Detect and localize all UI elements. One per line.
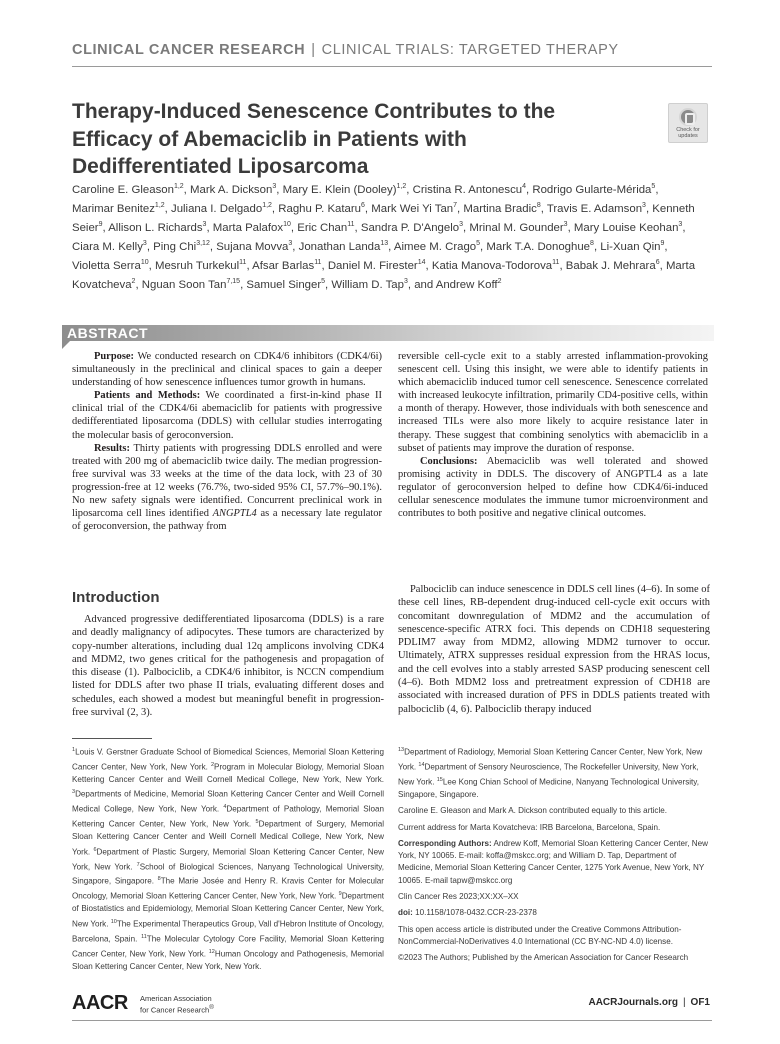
affiliation-marker: 4: [223, 804, 227, 811]
author-separator: ,: [290, 221, 298, 234]
intro-paragraph-2: Palbociclib can induce senescence in DDLS cell lines (4–6). In some of these cell lines, RB-dependent drug-induced cell-cycle exit occurs with concomitant downregulation of MDM2 and the accumulation of senescence-specific ATRX foci. This depends on CDH18 sequestering PDLIM7 away from MDM2, allowing MDM2 turnover to occur. Ultimately, ATRX suppresses residual expression from the HRAS locus, and the cell evolves into a stably arrested SASP producing senescent cell (4–6). Both MDM2 loss and pretreatment expression of CDH18 are associated with increased duration of PFS in DDLS patients treated with palbociclib (4, 6). Palbociclib therapy induced: [398, 584, 710, 715]
author-name: Li-Xuan Qin: [600, 240, 661, 253]
author-name: Mary Louise Keohan: [573, 221, 679, 234]
author-name: Babak J. Mehrara: [565, 259, 656, 272]
author-affiliation: 1,2: [262, 202, 272, 209]
affiliation-text: Department of Biostatistics and Epidemiology, Memorial Sloan Kettering Cancer Center, New York, New York.: [72, 892, 384, 929]
author-name: Jonathan Landa: [298, 240, 381, 253]
author-name: Violetta Serra: [72, 259, 141, 272]
abstract-band: [62, 325, 714, 341]
abstract-purpose: [72, 350, 382, 389]
badge-line2: updates: [678, 133, 698, 139]
abstract-corner: [62, 341, 70, 349]
aacr-logo[interactable]: AACR: [72, 992, 128, 1014]
aff-15-marker: 15: [436, 776, 443, 783]
author-separator: ,: [246, 259, 253, 272]
affiliation-marker: 6: [93, 846, 97, 853]
affiliation-text: Department of Pathology, Memorial Sloan Kettering Cancer Center, New York, New York.: [72, 804, 384, 829]
author-affiliation: 3: [288, 240, 293, 247]
author-affiliation: 10: [140, 259, 149, 266]
author-affiliation: 1,2: [173, 183, 184, 190]
author-affiliation: 13: [380, 240, 389, 247]
author-name: Aimee M. Crago: [393, 240, 477, 253]
author-name: Juliana I. Delgado: [171, 202, 263, 215]
affiliations-continued: [398, 744, 710, 801]
author-separator: ,: [354, 221, 361, 234]
aff-13-marker: 13: [398, 747, 405, 753]
citation: Clin Cancer Res 2023;XX:XX–XX: [398, 892, 519, 902]
author-separator: ,: [206, 221, 213, 234]
author-separator: ,: [682, 221, 686, 234]
abstract-left-column: [72, 350, 382, 533]
header-separator: |: [311, 42, 316, 58]
purpose-text: We conducted research on CDK4/6 inhibitors (CDK4/6i) simultaneously in the preclinical and clinical spaces to gain a deeper understanding of how senescence influences tumor growth in humans.: [72, 351, 382, 389]
author-name: Rodrigo Gularte-Mérida: [532, 183, 652, 196]
author-name: Kenneth Seier: [72, 202, 695, 234]
doi: [398, 907, 710, 919]
affiliation-marker: 7: [136, 861, 140, 868]
results-text-a: Thirty patients with progressing DDLS enrolled and were treated with 200 mg of abemaciclib twice daily. The median progression-free survival was 33 weeks at the time of the data lock, with 23 of 30 progression-free at 12 weeks (76.7%, two-sided 95% CI, 57.7%–90.1%). No new safety signals were identified. Concurrent preclinical work in liposarcoma cell lines identified: [72, 442, 382, 520]
affiliation-text: Department of Surgery, Memorial Sloan Kettering Cancer Center and Weill Cornell Medical College, New York, New York.: [72, 819, 384, 857]
journal-header: [72, 42, 712, 64]
author-name: Mark A. Dickson: [190, 183, 273, 196]
check-for-updates-badge[interactable]: [668, 103, 708, 143]
results-text-b: as a necessary late regulator of geroconversion, the pathway from: [72, 508, 382, 533]
author-name: Mrinal M. Gounder: [469, 221, 564, 234]
footnote-rule: [72, 738, 152, 739]
author-separator: ,: [457, 202, 464, 215]
affiliation-marker: 1: [72, 747, 76, 753]
page-number: OF1: [690, 997, 710, 1008]
results-heading: Results:: [94, 442, 130, 454]
author-separator: ,: [567, 221, 574, 234]
author-separator: ,: [240, 278, 247, 291]
author-affiliation: 2: [497, 278, 502, 285]
affiliation-text: Human Oncology and Pathogenesis, Memorial Sloan Kettering Cancer Center, New York, New York.: [72, 949, 384, 971]
current-address-note: Current address for Marta Kovatcheva: IRB Barcelona, Barcelona, Spain.: [398, 822, 661, 832]
author-affiliation: 7: [453, 202, 458, 209]
affiliation-marker: 9: [338, 891, 342, 898]
author-affiliation: 9: [660, 240, 665, 247]
affiliations-left: [72, 744, 384, 973]
author-separator: ,: [276, 183, 283, 196]
abstract-results: [72, 442, 382, 534]
affiliation-marker: 11: [141, 933, 147, 940]
author-affiliation: 2: [131, 278, 136, 285]
aff-15: Lee Kong Chian School of Medicine, Nanyang Technological University, Singapore, Singapore.: [398, 777, 699, 799]
results-gene: ANGPTL4: [212, 508, 257, 520]
author-affiliation: 3: [272, 183, 277, 190]
author-name: Sujana Movva: [216, 240, 289, 253]
author-separator: ,: [183, 183, 191, 196]
logo-line1: American Association: [140, 994, 212, 1003]
author-separator: ,: [425, 259, 432, 272]
author-affiliation: 3: [142, 240, 147, 247]
author-affiliation: 3,12: [196, 240, 210, 247]
author-name: Mark Wei Yi Tan: [371, 202, 454, 215]
author-affiliation: 8: [590, 240, 594, 247]
affiliation-text: School of Biological Sciences, Nanyang Technological University, Singapore, Singapore.: [72, 862, 384, 887]
corresponding-authors: [398, 838, 710, 887]
author-separator: ,: [321, 259, 328, 272]
author-separator: ,: [164, 202, 171, 215]
affiliation-text: Departments of Medicine, Memorial Sloan Kettering Cancer Center and Weill Cornell Medical College, New York, New York.: [72, 789, 384, 814]
author-affiliation: 3: [563, 221, 568, 228]
aff-14: Department of Sensory Neuroscience, The Rockefeller University, New York, New York.: [398, 762, 699, 787]
author-separator: ,: [364, 202, 372, 215]
intro-paragraph-1: Advanced progressive dedifferentiated liposarcoma (DDLS) is a rare and deadly malignancy of adipocytes. These tumors are characterized by copy-number alterations, including dual 12q amplicons involving CDK4 and MDM2, two genes critical for the pathogenesis and propagation of this disease (1). Palbociclib, a CDK4/6 inhibitor, is NCCN compendium listed for DDLS after two phase II trials, evaluating different doses and schedules, each showed a modest but meaningful benefit in progression-free survival (2, 3).: [72, 614, 384, 719]
author-name: Martina Bradic: [463, 202, 537, 215]
aacr-logo-subtitle: [140, 994, 214, 1015]
aff-13: Department of Radiology, Memorial Sloan Kettering Cancer Center, New York, New York.: [398, 747, 703, 772]
author-separator: ,: [406, 183, 413, 196]
author-name: Samuel Singer: [246, 278, 322, 291]
footer-rule: [72, 1020, 712, 1021]
doi-label: doi:: [398, 908, 413, 918]
author-affiliation: 6: [655, 259, 660, 266]
affiliation-text: The Molecular Cytology Core Facility, Memorial Sloan Kettering Cancer Center, New York, New York.: [72, 934, 384, 959]
author-affiliation: 1,2: [396, 183, 407, 190]
author-affiliation: 11: [347, 221, 355, 228]
author-separator: ,: [148, 259, 155, 272]
affiliation-text: Program in Molecular Biology, Memorial Sloan Kettering Cancer Center and Weill Cornell Medical College, New York, New York.: [72, 762, 384, 784]
intro-left-column: [72, 613, 384, 719]
aff-14-marker: 14: [418, 761, 425, 768]
corresponding-heading: Corresponding Authors:: [398, 838, 492, 848]
author-separator: ,: [540, 202, 547, 215]
corresponding-text: Andrew Koff, Memorial Sloan Kettering Cancer Center, New York, NY 10065. E-mail: koffa@mskcc.org; and William D. Tap, Department of Medicine, Memorial Sloan Kettering Cancer Center, 1275 York Avenue, New York, NY 10065. E-mail tapw@mskcc.org: [398, 838, 708, 885]
affiliation-marker: 10: [110, 918, 117, 925]
doi-value[interactable]: 10.1158/1078-0432.CCR-23-2378: [412, 908, 537, 918]
footer-separator: |: [682, 997, 686, 1008]
author-affiliation: 4: [522, 183, 527, 190]
equal-contribution-note: Caroline E. Gleason and Mark A. Dickson contributed equally to this article.: [398, 806, 668, 816]
author-separator: ,: [645, 202, 653, 215]
methods-text: We coordinated a first-in-kind phase II clinical trial of the CDK4/6i abemaciclib for patients with progressive dedifferentiated liposarcoma (DDLS) with cellular studies interrogating the molecular basis of geroconversion.: [72, 390, 382, 441]
author-separator: ,: [559, 259, 566, 272]
logo-trademark: ®: [209, 1004, 214, 1011]
author-affiliation: 3: [642, 202, 646, 209]
author-name: Caroline E. Gleason: [72, 183, 174, 196]
author-name: Mary E. Klein (Dooley): [282, 183, 397, 196]
author-name: Katia Manova-Todorova: [431, 259, 553, 272]
abstract-right-column: [398, 350, 708, 520]
journal-name: CLINICAL CANCER RESEARCH: [72, 42, 306, 58]
affiliation-marker: 12: [208, 948, 215, 955]
author-name: Eric Chan: [297, 221, 348, 234]
author-separator: , and: [407, 278, 436, 291]
intro-right-column: [398, 583, 710, 716]
affiliation-marker: 3: [72, 789, 76, 796]
footer-right: [588, 997, 710, 1008]
author-separator: ,: [463, 221, 470, 234]
author-separator: ,: [102, 221, 109, 234]
author-affiliation: 14: [417, 259, 426, 266]
author-affiliation: 3: [202, 221, 207, 228]
author-separator: ,: [209, 240, 217, 253]
author-name: Sandra P. D'Angelo: [360, 221, 460, 234]
author-affiliation: 11: [239, 259, 247, 266]
author-affiliation: 11: [552, 259, 560, 266]
affiliation-text: The Marie Josée and Henry R. Kravis Center for Molecular Oncology, Memorial Sloan Kettering Cancer Center, New York, New York.: [72, 877, 384, 902]
affiliation-text: The Experimental Therapeutics Group, Vall d'Hebron Institute of Oncology, Barcelona, Spain.: [72, 919, 384, 944]
author-affiliation: 5: [476, 240, 481, 247]
author-affiliation: 5: [321, 278, 326, 285]
author-name: Andrew Koff: [435, 278, 498, 291]
author-separator: ,: [388, 240, 394, 253]
badge-line1: Check for: [676, 127, 700, 133]
author-separator: ,: [325, 278, 332, 291]
author-affiliation: 1,2: [154, 202, 165, 209]
author-name: Marimar Benitez: [72, 202, 155, 215]
article-title: Therapy-Induced Senescence Contributes to the Efficacy of Abemaciclib in Patients with Dedifferentiated Liposarcoma: [72, 100, 556, 178]
author-separator: ,: [664, 240, 668, 253]
conclusions-text: Abemaciclib was well tolerated and showed promising activity in DDLS. The discovery of ANGPTL4 as a late regulator of geroconversion helped to define how CDK4/6i-induced cellular senescence modulates the immune tumor microenvironment and contributes to both positive and negative clinical outcomes.: [398, 455, 708, 520]
purpose-heading: Purpose:: [94, 351, 135, 362]
affiliation-marker: 8: [157, 876, 161, 883]
author-name: William D. Tap: [331, 278, 404, 291]
conclusions-heading: Conclusions:: [420, 455, 478, 467]
author-name: Mesruh Turkekul: [154, 259, 240, 272]
author-separator: ,: [480, 240, 487, 253]
author-name: Marta Palafox: [212, 221, 284, 234]
section-name: CLINICAL TRIALS: TARGETED THERAPY: [321, 42, 619, 58]
author-affiliation: 7,15: [226, 278, 241, 285]
author-affiliation: 6: [361, 202, 365, 209]
logo-line2: for Cancer Research: [140, 1005, 210, 1015]
author-affiliation: 3: [678, 221, 683, 228]
logo-line2-wrap: [140, 1003, 214, 1015]
author-affiliation: 9: [98, 221, 103, 228]
author-name: Marta Kovatcheva: [72, 259, 696, 291]
author-name: Mark T.A. Donoghue: [486, 240, 591, 253]
author-affiliation: 10: [283, 221, 291, 228]
author-name: Afsar Barlas: [252, 259, 315, 272]
author-name: Allison L. Richards: [108, 221, 203, 234]
author-separator: ,: [526, 183, 533, 196]
abstract-conclusions: [398, 455, 708, 520]
author-name: Raghu P. Kataru: [278, 202, 362, 215]
author-list: [72, 179, 702, 293]
copyright-note: ©2023 The Authors; Published by the American Association for Cancer Research: [398, 953, 689, 963]
author-name: Ciara M. Kelly: [72, 240, 143, 253]
author-separator: ,: [659, 259, 666, 272]
affiliation-text: Louis V. Gerstner Graduate School of Biomedical Sciences, Memorial Sloan Kettering Cancer Center, New York, New York.: [72, 747, 384, 772]
affiliations-right: [398, 744, 710, 969]
author-name: Cristina R. Antonescu: [412, 183, 523, 196]
author-name: Nguan Soon Tan: [141, 278, 227, 291]
author-separator: ,: [146, 240, 154, 253]
author-affiliation: 3: [403, 278, 408, 285]
abstract-methods: [72, 389, 382, 441]
author-separator: ,: [271, 202, 279, 215]
author-separator: ,: [135, 278, 142, 291]
introduction-heading: Introduction: [72, 589, 160, 606]
header-rule: [72, 66, 712, 67]
author-name: Daniel M. Firester: [327, 259, 418, 272]
abstract-label: ABSTRACT: [67, 325, 148, 341]
author-separator: ,: [292, 240, 299, 253]
author-affiliation: 5: [651, 183, 656, 190]
affiliation-text: Department of Plastic Surgery, Memorial Sloan Kettering Cancer Center, New York, New York.: [72, 847, 384, 872]
abstract-results-continued: reversible cell-cycle exit to a stably arrested inflammation-provoking senescent cell. Using this insight, we were able to identify patients in which abemaciclib induced tumor cell senescence. Senescence correlated with increased leukocyte infiltration, primarily CD4-positive cells, within a month of therapy. However, those individuals with both senescence and increased TILs were also more likely to acquire resistance later in therapy. These suggest that combining senolytics with abemaciclib in a subset of patients may improve the duration of response.: [398, 351, 708, 454]
author-name: Ping Chi: [153, 240, 197, 253]
journal-site-link[interactable]: AACRJournals.org: [588, 997, 678, 1008]
affiliation-marker: 2: [210, 761, 215, 768]
methods-heading: Patients and Methods:: [94, 390, 201, 402]
check-for-updates-icon: [679, 108, 697, 126]
author-separator: ,: [593, 240, 601, 253]
author-name: Travis E. Adamson: [546, 202, 643, 215]
author-affiliation: 11: [314, 259, 322, 266]
author-affiliation: 3: [459, 221, 463, 228]
author-affiliation: 8: [536, 202, 541, 209]
license-note: This open access article is distributed under the Creative Commons Attribution-NonCommercial-NoDerivatives 4.0 International (CC BY-NC-ND 4.0) license.: [398, 924, 682, 946]
affiliation-marker: 5: [255, 819, 259, 826]
author-separator: ,: [655, 183, 659, 196]
